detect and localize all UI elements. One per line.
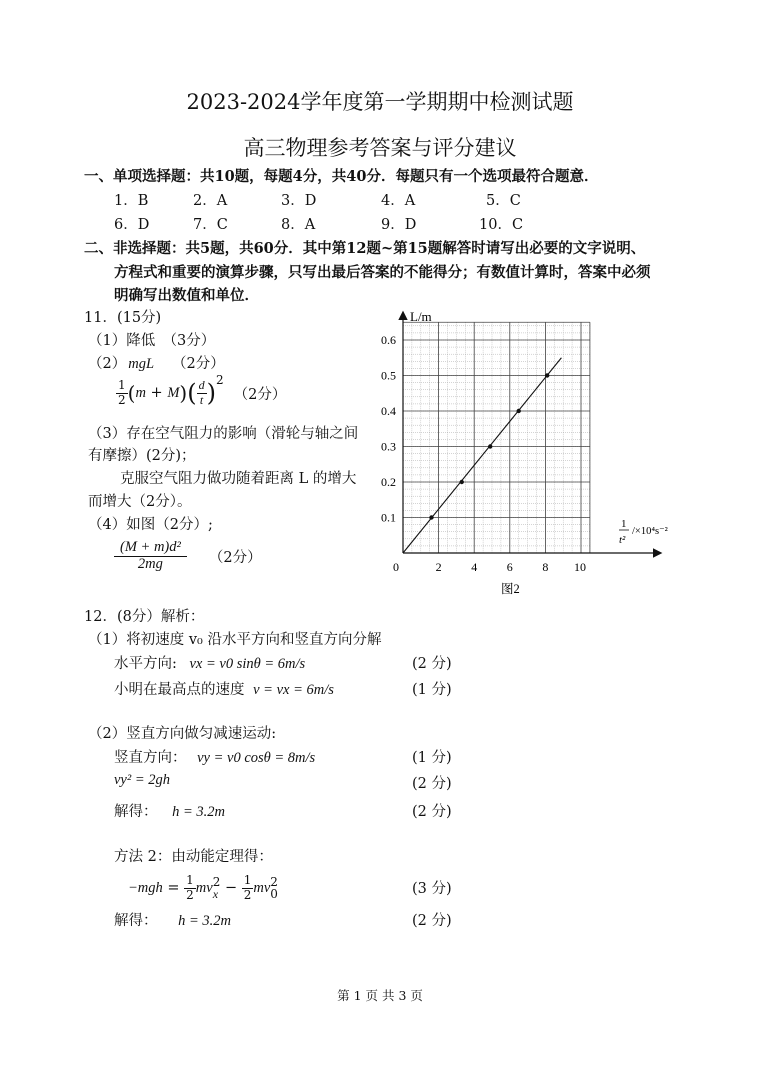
q12-method2: 方法 2：由动能定理得： — [114, 849, 273, 865]
q11-part3-line2: 有摩擦）(2分)； — [88, 448, 196, 464]
chart-y-tick-label: 0.6 — [381, 333, 396, 347]
chart-fit-line — [403, 358, 561, 553]
q11-part4-formula — [114, 540, 262, 573]
q11-kinetic-energy-formula: $\frac{1}{2}$ ( m + M ) ( $\frac{d}{t}$ ) $^2$ （2分） — [118, 373, 287, 407]
chart-x-tick-label: 0 — [393, 560, 399, 574]
q11-part2-label: （2） — [88, 356, 127, 372]
answer-3: 3．D — [281, 193, 317, 209]
page-subtitle: 高三物理参考答案与评分建议 — [243, 136, 517, 160]
chart-point — [429, 515, 433, 519]
chart-x-tick-label: 2 — [435, 560, 442, 574]
chart-y-tick-label: 0.3 — [381, 439, 396, 454]
q12-title: 12．(8分）解析： — [84, 609, 205, 625]
answer-1: 1．B — [114, 193, 149, 209]
q11-part2-expr: mgL — [128, 356, 155, 372]
chart-y-tick-label: 0.1 — [381, 510, 396, 525]
answer-9: 9．D — [381, 217, 417, 233]
q12-row1-expr: vx = v0 sinθ = 6m/s — [189, 656, 306, 672]
q12-part1: （1）将初速度 v₀ 沿水平方向和竖直方向分解 — [88, 632, 382, 648]
q11-part2b-score: （2分） — [233, 386, 287, 403]
svg-text:t²: t² — [619, 534, 626, 546]
chart-x-tick-label: 4 — [471, 560, 478, 574]
q11-part4-numerator: (M + m)d² — [114, 540, 187, 557]
q12-row4-expr: vy² = 2gh — [114, 772, 171, 788]
answer-4: 4．A — [381, 193, 416, 209]
svg-text:/×10⁴s⁻²: /×10⁴s⁻² — [632, 526, 668, 537]
section1-heading: 一、单项选择题：共10题，每题4分，共40分．每题只有一个选项最符合题意． — [84, 168, 599, 185]
q12-row4-score: (2 分) — [412, 776, 452, 792]
q12-row6-score: (3 分) — [412, 881, 452, 897]
answer-5: 5．C — [486, 193, 521, 209]
q12-row7 — [114, 909, 231, 930]
answer-7: 7．C — [193, 217, 228, 233]
answer-8: 8．A — [281, 217, 316, 233]
chart-y-tick-label: 0.2 — [381, 475, 396, 489]
answer-6: 6．D — [114, 217, 150, 233]
chart-fit-line-group — [403, 358, 561, 553]
q11-part1: （1）降低 （3分） — [88, 333, 216, 349]
q12-energy-equation: −mgh = $\frac{1}{2}$ mv 2 x − $\frac{1}{2}$ mv 2 0 — [128, 873, 278, 902]
q12-row2-score: (1 分) — [412, 682, 452, 698]
q11-part4: （4）如图（2分）; — [88, 517, 213, 533]
chart-x-tick-label: 10 — [574, 560, 586, 574]
chart-point — [488, 444, 492, 448]
q11-part4-denominator: 2mg — [137, 555, 163, 572]
q12-row3 — [114, 746, 315, 767]
q12-row7-label: 解得： — [114, 913, 158, 929]
page-title: 2023-2024学年度第一学期期中检测试题 — [186, 90, 574, 114]
chart-x-tick-label: 6 — [506, 560, 513, 574]
answer-2: 2．A — [193, 193, 228, 209]
page-footer: 第 1 页 共 3 页 — [337, 988, 423, 1003]
q12-row5-score: (2 分) — [412, 804, 452, 820]
q12-row3-score: (1 分) — [412, 750, 452, 766]
chart-x-tick-labels — [393, 560, 586, 574]
q11-part3-line1: （3）存在空气阻力的影响（滑轮与轴之间 — [88, 426, 359, 442]
q11-part3-line4: 而增大（2分）。 — [88, 494, 192, 510]
q12-row7-score: (2 分) — [412, 913, 452, 929]
q12-row1-score: (2 分) — [412, 656, 452, 672]
section2-heading-1: 二、非选择题：共5题，共60分．其中第12题~第15题解答时请写出必要的文字说明、 — [84, 240, 646, 257]
q12-row5-expr: h = 3.2m — [172, 804, 225, 820]
chart-point — [460, 480, 464, 484]
chart-point — [517, 409, 521, 413]
section2-heading-2: 方程式和重要的演算步骤，只写出最后答案的不能得分；有数值计算时，答案中必须 — [114, 264, 651, 281]
q11-part2 — [88, 352, 225, 373]
answer-10: 10．C — [479, 217, 524, 233]
chart-x-axis-label — [619, 518, 668, 546]
chart-point — [545, 373, 549, 377]
q12-row5-label: 解得： — [114, 804, 158, 820]
section2-heading-3: 明确写出数值和单位． — [114, 287, 259, 304]
q12-row1-label: 水平方向: — [114, 656, 177, 672]
q11-chart — [360, 305, 680, 605]
q12-part2: （2）竖直方向做匀减速运动: — [88, 726, 277, 742]
q11-part4-score: （2分） — [208, 549, 262, 566]
q12-row5 — [114, 800, 225, 821]
chart-y-axis-label: L/m — [410, 309, 432, 324]
q12-row2 — [114, 678, 334, 699]
q12-row3-label: 竖直方向： — [114, 750, 187, 766]
q11-part2-score: （2分） — [172, 356, 225, 372]
q12-row2-label: 小明在最高点的速度 — [114, 682, 245, 698]
chart-x-tick-label: 8 — [542, 560, 549, 574]
q12-row3-expr: vy = v0 cosθ = 8m/s — [197, 750, 316, 766]
q11-part3-line3: 克服空气阻力做功随着距离 L 的增大 — [120, 471, 357, 487]
q12-row2-expr: v = vx = 6m/s — [253, 682, 334, 698]
svg-text:1: 1 — [621, 518, 627, 530]
chart-y-tick-label: 0.5 — [381, 368, 396, 383]
chart-y-tick-labels — [381, 333, 396, 525]
q12-row1 — [114, 652, 305, 673]
q11-title: 11．(15分) — [84, 310, 162, 326]
chart-caption: 图2 — [501, 582, 520, 596]
chart-y-tick-label: 0.4 — [381, 404, 396, 418]
q12-row7-expr: h = 3.2m — [178, 913, 231, 929]
